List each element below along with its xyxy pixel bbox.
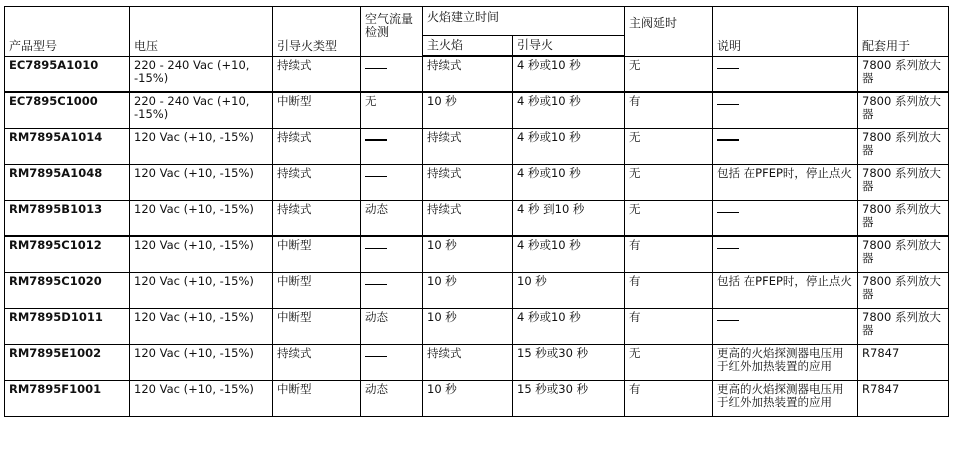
pilot-type-cell: 持续式 — [273, 128, 361, 164]
table-row — [5, 308, 949, 344]
airflow-cell — [361, 272, 423, 308]
voltage-cell: 120 Vac (+10, -15%) — [130, 200, 273, 236]
airflow-cell — [361, 344, 423, 380]
main-flame-cell: 10 秒 — [423, 308, 513, 344]
pilot-flame-cell: 4 秒或10 秒 — [513, 164, 625, 200]
airflow-cell — [361, 128, 423, 164]
main-delay-cell: 有 — [625, 236, 713, 272]
airflow-cell — [361, 56, 423, 92]
model-cell: RM7895E1002 — [5, 344, 130, 380]
notes-cell — [713, 92, 858, 128]
main-flame-cell: 持续式 — [423, 344, 513, 380]
table-row — [5, 344, 949, 380]
voltage-cell: 120 Vac (+10, -15%) — [130, 308, 273, 344]
notes-cell — [713, 236, 858, 272]
main-delay-cell: 有 — [625, 92, 713, 128]
header-pilot-flame: 引导火 — [513, 36, 625, 57]
used-with-cell: 7800 系列放大器 — [858, 128, 949, 164]
header-flame-time: 火焰建立时间 — [423, 7, 625, 36]
airflow-cell — [361, 236, 423, 272]
pilot-flame-cell: 4 秒或10 秒 — [513, 128, 625, 164]
pilot-flame-cell: 4 秒或10 秒 — [513, 56, 625, 92]
main-delay-cell: 无 — [625, 128, 713, 164]
airflow-cell: 动态 — [361, 380, 423, 416]
main-flame-cell: 10 秒 — [423, 92, 513, 128]
used-with-cell: 7800 系列放大器 — [858, 164, 949, 200]
voltage-cell: 120 Vac (+10, -15%) — [130, 164, 273, 200]
model-cell: RM7895D1011 — [5, 308, 130, 344]
table-row — [5, 164, 949, 200]
pilot-flame-cell: 4 秒或10 秒 — [513, 92, 625, 128]
airflow-cell: 无 — [361, 92, 423, 128]
notes-cell — [713, 56, 858, 92]
airflow-cell: 动态 — [361, 308, 423, 344]
main-delay-cell: 无 — [625, 200, 713, 236]
empty-dash — [717, 212, 739, 213]
used-with-cell: 7800 系列放大器 — [858, 272, 949, 308]
main-delay-cell: 无 — [625, 164, 713, 200]
empty-dash — [365, 139, 387, 141]
notes-cell: 包括 在PFEP时，停止点火 — [713, 164, 858, 200]
used-with-cell: 7800 系列放大器 — [858, 56, 949, 92]
pilot-type-cell: 持续式 — [273, 56, 361, 92]
voltage-cell: 220 - 240 Vac (+10, -15%) — [130, 92, 273, 128]
header-model: 产品型号 — [5, 7, 130, 57]
product-table — [4, 6, 949, 417]
pilot-type-cell: 中断型 — [273, 92, 361, 128]
pilot-type-cell: 持续式 — [273, 344, 361, 380]
pilot-type-cell: 持续式 — [273, 200, 361, 236]
table-row — [5, 272, 949, 308]
main-flame-cell: 持续式 — [423, 164, 513, 200]
main-delay-cell: 有 — [625, 308, 713, 344]
model-cell: EC7895C1000 — [5, 92, 130, 128]
used-with-cell: 7800 系列放大器 — [858, 308, 949, 344]
empty-dash — [717, 248, 739, 249]
main-flame-cell: 10 秒 — [423, 272, 513, 308]
header-used-with: 配套用于 — [858, 7, 949, 57]
voltage-cell: 220 - 240 Vac (+10, -15%) — [130, 56, 273, 92]
header-row-top — [5, 7, 949, 36]
empty-dash — [717, 104, 739, 105]
table-row — [5, 236, 949, 272]
notes-cell — [713, 128, 858, 164]
notes-cell: 包括 在PFEP时，停止点火 — [713, 272, 858, 308]
voltage-cell: 120 Vac (+10, -15%) — [130, 380, 273, 416]
pilot-type-cell: 持续式 — [273, 164, 361, 200]
empty-dash — [717, 68, 739, 69]
used-with-cell: 7800 系列放大器 — [858, 92, 949, 128]
empty-dash — [365, 248, 387, 249]
used-with-cell: R7847 — [858, 380, 949, 416]
notes-cell: 更高的火焰探测器电压用于红外加热装置的应用 — [713, 380, 858, 416]
voltage-cell: 120 Vac (+10, -15%) — [130, 344, 273, 380]
model-cell: EC7895A1010 — [5, 56, 130, 92]
main-flame-cell: 持续式 — [423, 200, 513, 236]
pilot-type-cell: 中断型 — [273, 272, 361, 308]
voltage-cell: 120 Vac (+10, -15%) — [130, 272, 273, 308]
empty-dash — [365, 356, 387, 357]
main-flame-cell: 10 秒 — [423, 236, 513, 272]
main-delay-cell: 有 — [625, 272, 713, 308]
empty-dash — [365, 176, 387, 177]
pilot-type-cell: 中断型 — [273, 236, 361, 272]
pilot-flame-cell: 4 秒或10 秒 — [513, 236, 625, 272]
table-row — [5, 128, 949, 164]
header-airflow: 空气流量检测 — [361, 7, 423, 57]
header-voltage: 电压 — [130, 7, 273, 57]
notes-cell: 更高的火焰探测器电压用于红外加热装置的应用 — [713, 344, 858, 380]
pilot-type-cell: 中断型 — [273, 308, 361, 344]
model-cell: RM7895A1048 — [5, 164, 130, 200]
header-pilot-type: 引导火类型 — [273, 7, 361, 57]
voltage-cell: 120 Vac (+10, -15%) — [130, 236, 273, 272]
table-row — [5, 200, 949, 236]
main-flame-cell: 10 秒 — [423, 380, 513, 416]
pilot-flame-cell: 15 秒或30 秒 — [513, 344, 625, 380]
model-cell: RM7895F1001 — [5, 380, 130, 416]
table-row — [5, 56, 949, 92]
empty-dash — [717, 320, 739, 321]
airflow-cell: 动态 — [361, 200, 423, 236]
main-flame-cell: 持续式 — [423, 56, 513, 92]
main-flame-cell: 持续式 — [423, 128, 513, 164]
empty-dash — [365, 68, 387, 69]
pilot-flame-cell: 4 秒或10 秒 — [513, 308, 625, 344]
used-with-cell: R7847 — [858, 344, 949, 380]
empty-dash — [365, 284, 387, 285]
pilot-flame-cell: 15 秒或30 秒 — [513, 380, 625, 416]
header-notes: 说明 — [713, 7, 858, 57]
empty-dash — [717, 139, 739, 141]
airflow-cell — [361, 164, 423, 200]
used-with-cell: 7800 系列放大器 — [858, 200, 949, 236]
table-row — [5, 92, 949, 128]
pilot-flame-cell: 4 秒 到10 秒 — [513, 200, 625, 236]
model-cell: RM7895B1013 — [5, 200, 130, 236]
main-delay-cell: 无 — [625, 56, 713, 92]
table-row — [5, 380, 949, 416]
pilot-flame-cell: 10 秒 — [513, 272, 625, 308]
model-cell: RM7895A1014 — [5, 128, 130, 164]
used-with-cell: 7800 系列放大器 — [858, 236, 949, 272]
model-cell: RM7895C1020 — [5, 272, 130, 308]
notes-cell — [713, 200, 858, 236]
main-delay-cell: 有 — [625, 380, 713, 416]
main-delay-cell: 无 — [625, 344, 713, 380]
voltage-cell: 120 Vac (+10, -15%) — [130, 128, 273, 164]
header-main-flame: 主火焰 — [423, 36, 513, 57]
header-main-delay: 主阀延时 — [625, 7, 713, 57]
pilot-type-cell: 中断型 — [273, 380, 361, 416]
notes-cell — [713, 308, 858, 344]
model-cell: RM7895C1012 — [5, 236, 130, 272]
